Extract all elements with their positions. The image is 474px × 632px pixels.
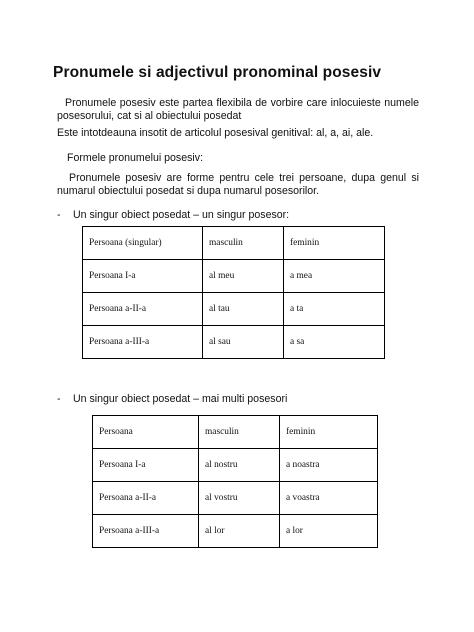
table-header-cell: feminin [284,227,385,260]
table-cell: Persoana a-III-a [93,515,199,548]
paragraph-definition: Pronumele posesiv este partea flexibila de vorbire care inlocuieste numele posesorului, cat si al obiectului posedat [57,97,419,122]
table-cell: a noastra [280,449,378,482]
table-header-row [83,227,385,260]
table-header-row [93,416,378,449]
table-row [93,449,378,482]
table-cell: al tau [203,293,284,326]
paragraph-article: Este intotdeauna insotit de articolul posesival genitival: al, a, ai, ale. [57,127,374,139]
table-row [93,482,378,515]
table-cell: al sau [203,326,284,359]
table-cell: a sa [284,326,385,359]
table-cell: Persoana a-III-a [83,326,203,359]
table-cell: a lor [280,515,378,548]
page-title: Pronumele si adjectivul pronominal posesiv [53,64,382,81]
bullet-single-possessor: Un singur obiect posedat – un singur posesor: [73,209,290,221]
paragraph-forms-description: Pronumele posesiv are forme pentru cele trei persoane, dupa genul si numarul obiectului posedat si dupa numarul posesorilor. [57,172,419,197]
table-header-cell: masculin [199,416,280,449]
table-cell: Persoana I-a [83,260,203,293]
table-header-cell: Persoana (singular) [83,227,203,260]
possessive-table-single-possessor [82,226,385,359]
possessive-table-multiple-possessors [92,415,378,548]
table-row [83,260,385,293]
table-header-cell: feminin [280,416,378,449]
paragraph-forms-heading: Formele pronumelui posesiv: [67,152,204,164]
table-cell: al meu [203,260,284,293]
table-row [83,293,385,326]
table-cell: al vostru [199,482,280,515]
table-cell: al lor [199,515,280,548]
bullet-multiple-possessors: Un singur obiect posedat – mai multi posesori [73,393,288,405]
table-row [83,326,385,359]
table-cell: Persoana I-a [93,449,199,482]
table-cell: a ta [284,293,385,326]
table-header-cell: masculin [203,227,284,260]
table-header-cell: Persoana [93,416,199,449]
table-cell: Persoana a-II-a [83,293,203,326]
table-cell: Persoana a-II-a [93,482,199,515]
bullet-marker: - [57,393,61,405]
table-cell: al nostru [199,449,280,482]
bullet-marker: - [57,209,61,221]
table-cell: a mea [284,260,385,293]
table-cell: a voastra [280,482,378,515]
table-row [93,515,378,548]
